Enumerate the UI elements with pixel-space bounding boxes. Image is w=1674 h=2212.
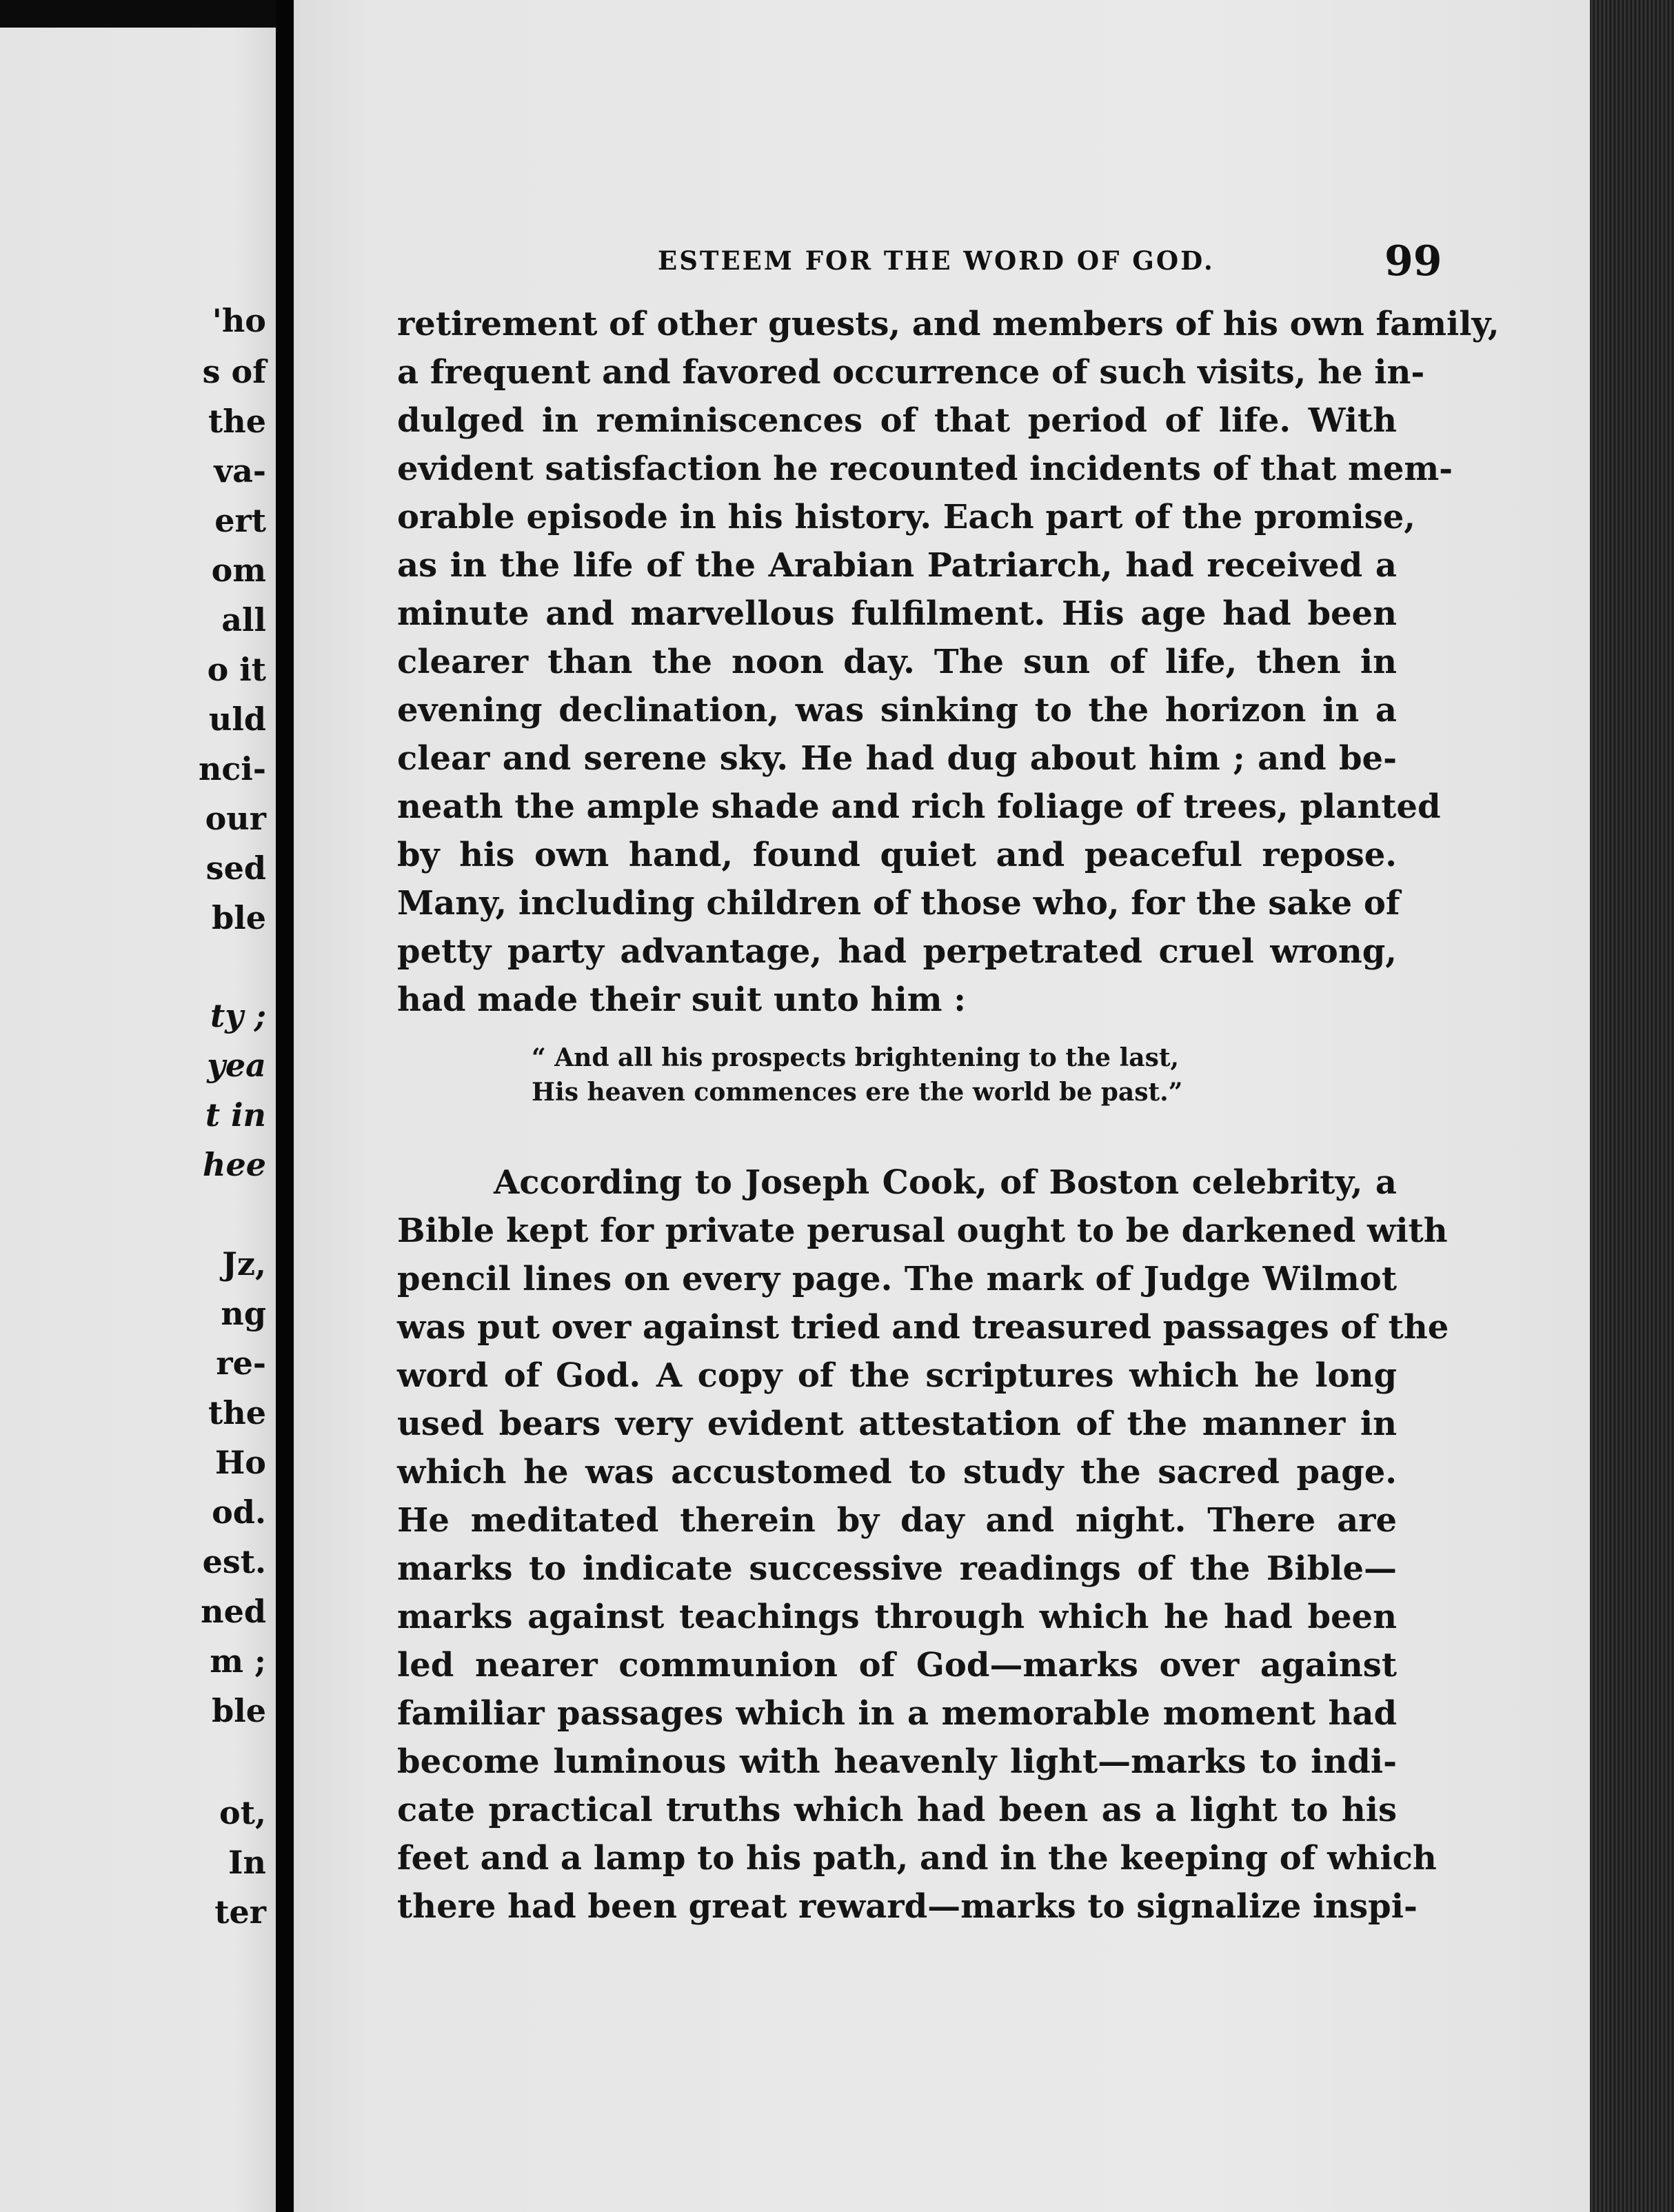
text-line: Bible kept for private perusal ought to be darkened with (397, 1211, 1448, 1250)
fragment-line: Jz, (222, 1245, 266, 1283)
book-page (294, 0, 1590, 2212)
text-line: According to Joseph Cook, of Boston celebrity, a (494, 1163, 1397, 1202)
text-line: marks to indicate successive readings of the Bible— (397, 1549, 1397, 1588)
fragment-line: yea (207, 1047, 266, 1084)
text-line: feet and a lamp to his path, and in the keeping of which (397, 1839, 1437, 1878)
text-line: cate practical truths which had been as a light to his (397, 1791, 1397, 1829)
text-line: led nearer communion of God—marks over against (397, 1646, 1397, 1685)
text-line: by his own hand, found quiet and peaceful repose. (397, 836, 1397, 874)
text-line: clear and serene sky. He had dug about him ; and be- (397, 739, 1397, 778)
facing-page-fragment (0, 28, 276, 2212)
verse-quote-line: “ And all his prospects brightening to the last, (532, 1043, 1180, 1072)
fragment-line: our (205, 800, 266, 837)
fragment-line: est. (202, 1543, 266, 1580)
text-line: a frequent and favored occurrence of such visits, he in- (397, 353, 1425, 392)
fragment-line: va- (214, 452, 266, 490)
fragment-line: nci- (198, 750, 266, 787)
fragment-line: the (208, 403, 266, 440)
text-line: evening declination, was sinking to the horizon in a (397, 691, 1397, 730)
page-edges (1590, 0, 1674, 2212)
text-line: there had been great reward—marks to signalize inspi- (397, 1887, 1418, 1926)
fragment-line: uld (208, 701, 266, 738)
fragment-line: m ; (210, 1642, 266, 1680)
verse-quote-line: His heaven commences ere the world be past.” (532, 1078, 1183, 1107)
text-line: had made their suit unto him : (397, 981, 966, 1019)
text-line: dulged in reminiscences of that period of life. With (397, 401, 1397, 440)
fragment-line: all (221, 601, 266, 639)
running-title: ESTEEM FOR THE WORD OF GOD. (658, 245, 1215, 276)
text-line: He meditated therein by day and night. There are (397, 1501, 1397, 1540)
fragment-line: t in (205, 1096, 266, 1134)
fragment-line: ter (214, 1893, 266, 1931)
fragment-line: s of (202, 353, 266, 390)
fragment-line: ert (214, 502, 266, 539)
text-line: evident satisfaction he recounted incidents of that mem- (397, 450, 1453, 488)
text-line: was put over against tried and treasured passages of the (397, 1308, 1449, 1347)
fragment-line: Ho (214, 1444, 266, 1481)
text-line: marks against teachings through which he had been (397, 1598, 1397, 1636)
text-line: clearer than the noon day. The sun of life, then in (397, 643, 1397, 681)
fragment-line: o it (207, 651, 266, 688)
book-gutter (276, 0, 294, 2212)
text-line: familiar passages which in a memorable moment had (397, 1694, 1397, 1733)
fragment-line: ble (212, 1692, 266, 1729)
fragment-line: ble (212, 899, 266, 936)
fragment-line: ot, (219, 1794, 266, 1831)
text-line: petty party advantage, had perpetrated cruel wrong, (397, 932, 1397, 971)
fragment-line: 'ho (212, 302, 266, 339)
fragment-line: In (228, 1844, 266, 1881)
text-line: minute and marvellous fulfilment. His age had been (397, 594, 1397, 633)
fragment-line: od. (212, 1494, 266, 1531)
text-line: used bears very evident attestation of the manner in (397, 1405, 1397, 1443)
fragment-line: ned (201, 1593, 266, 1630)
fragment-line: hee (203, 1146, 266, 1183)
text-line: become luminous with heavenly light—marks to indi- (397, 1742, 1397, 1781)
text-line: Many, including children of those who, for the sake of (397, 884, 1400, 923)
fragment-line: ty ; (210, 997, 266, 1034)
text-line: neath the ample shade and rich foliage of trees, planted (397, 787, 1441, 826)
text-line: word of God. A copy of the scriptures which he long (397, 1356, 1397, 1395)
page-number: 99 (1384, 237, 1442, 285)
text-line: orable episode in his history. Each part of the promise, (397, 498, 1416, 536)
fragment-line: the (208, 1394, 266, 1431)
text-line: pencil lines on every page. The mark of Judge Wilmot (397, 1260, 1397, 1298)
fragment-line: sed (205, 849, 266, 887)
text-line: retirement of other guests, and members of his own family, (397, 305, 1500, 343)
fragment-line: om (211, 552, 266, 589)
fragment-line: re- (216, 1345, 266, 1382)
text-line: as in the life of the Arabian Patriarch, had received a (397, 546, 1397, 585)
text-line: which he was accustomed to study the sacred page. (397, 1453, 1397, 1491)
fragment-line: ng (221, 1295, 266, 1332)
